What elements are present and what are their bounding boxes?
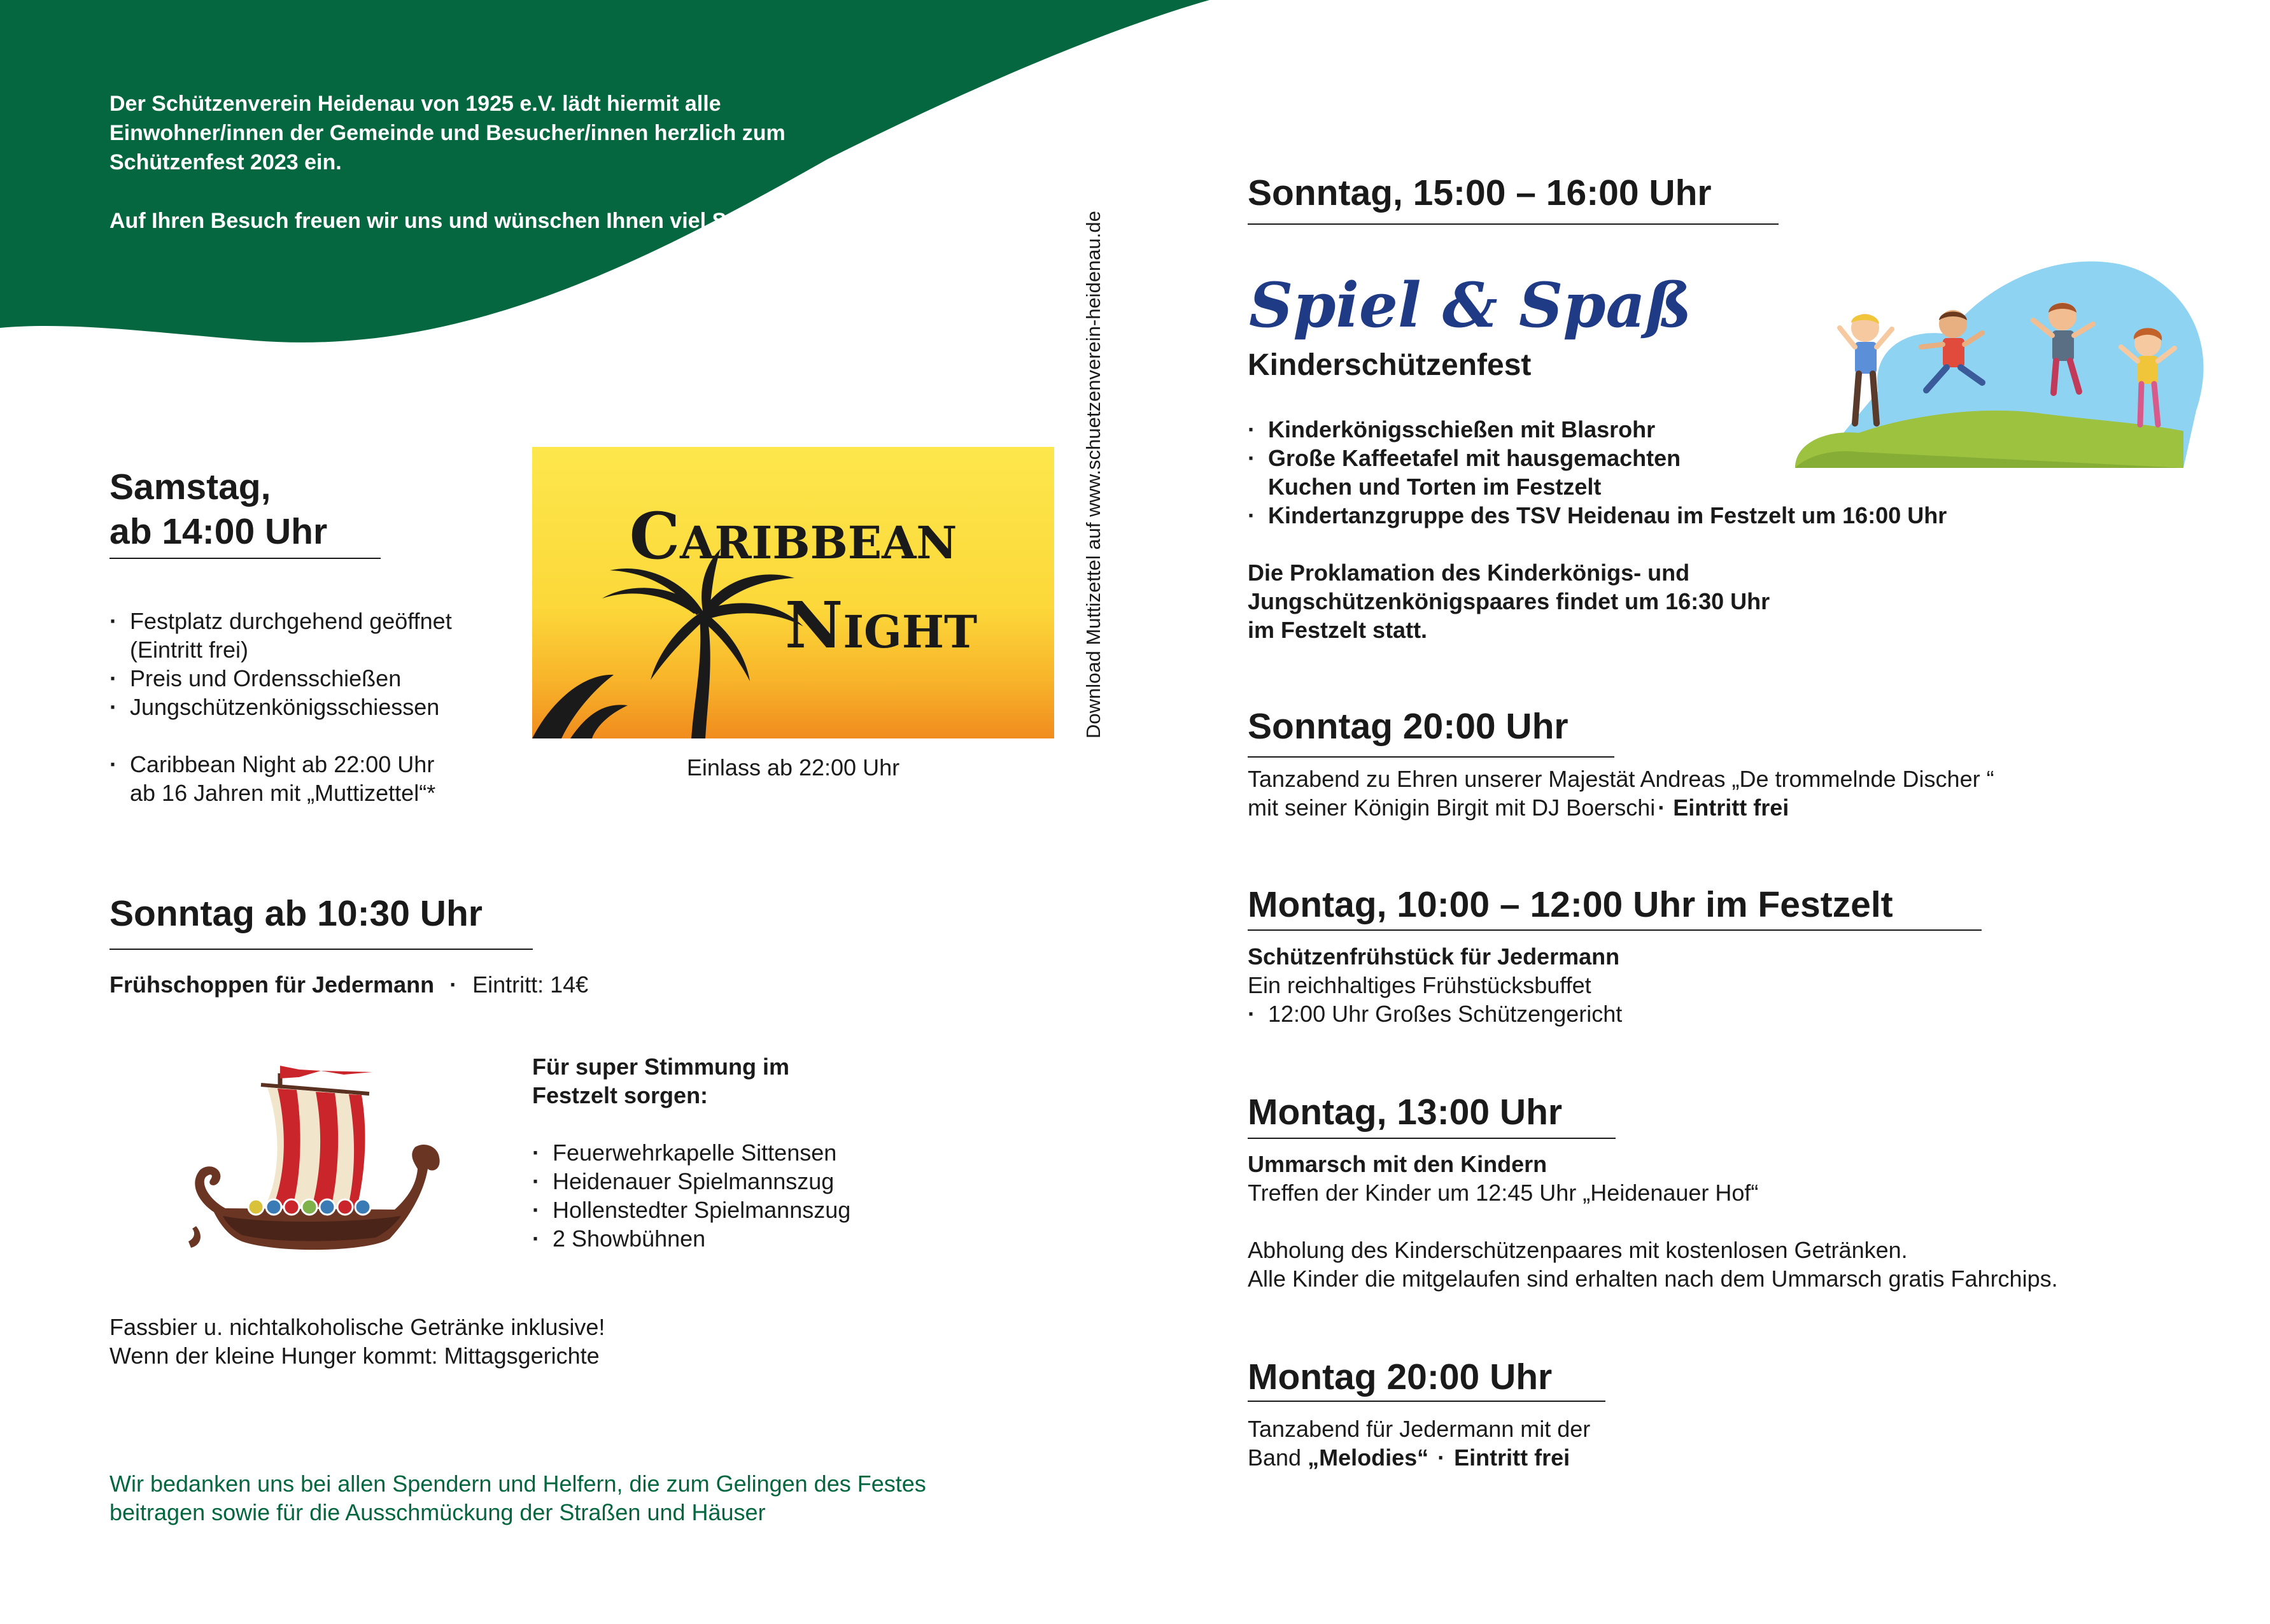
fruehschoppen-line bbox=[109, 970, 588, 999]
caribbean-night-banner bbox=[532, 447, 1054, 738]
sunday-afternoon-heading-rule bbox=[1248, 223, 1779, 225]
saturday-program bbox=[109, 607, 555, 807]
fruehschoppen-event: Frühschoppen für Jedermann bbox=[109, 971, 435, 998]
sunday-evening-heading-rule bbox=[1248, 756, 1614, 758]
kinderfest-item-blasrohr: · Kinderkönigsschießen mit Blasrohr bbox=[1248, 415, 2203, 444]
sunday-evening-text: Tanzabend zu Ehren unserer Majestät Andreas „De trommelnde Discher “ mit seiner Königin Birgit mit DJ Boerschi · Eintritt frei bbox=[1248, 766, 1994, 821]
intro-text bbox=[109, 89, 797, 236]
music-item: · Feuerwehrkapelle Sittensen bbox=[532, 1138, 978, 1167]
monday-morning-heading: Montag, 10:00 – 12:00 Uhr im Festzelt bbox=[1248, 884, 1893, 925]
monday-evening-heading-rule bbox=[1248, 1401, 1605, 1402]
sunday-afternoon-heading: Sonntag, 15:00 – 16:00 Uhr bbox=[1248, 173, 1712, 213]
monday-afternoon-text: Ummarsch mit den Kindern Treffen der Kinder um 12:45 Uhr „Heidenauer Hof“ Abholung des Kinderschützenpaares mit kostenlosen Getränken. Alle Kinder die mitgelaufen sind erhalten nach dem Ummarsch gratis Fahrchips. bbox=[1248, 1150, 2241, 1293]
banner-word-caribbean: Caribbean bbox=[629, 498, 957, 574]
music-item: · Heidenauer Spielmannszug bbox=[532, 1167, 978, 1196]
intro-paragraph-1: Der Schützenverein Heidenau von 1925 e.V. lädt hiermit alle Einwohner/innen der Gemeinde und Besucher/innen herzlich zum Schützenfest 2023 ein. bbox=[109, 92, 786, 174]
saturday-heading-rule bbox=[109, 558, 381, 559]
band-name: „Melodies“ bbox=[1308, 1444, 1429, 1471]
sunday-morning-heading-rule bbox=[109, 949, 533, 950]
intro-paragraph-2: Auf Ihren Besuch freuen wir uns und wünschen Ihnen viel Spaß! bbox=[109, 209, 772, 233]
monday-afternoon-heading-rule bbox=[1248, 1138, 1616, 1139]
saturday-heading-line2: ab 14:00 Uhr bbox=[109, 511, 328, 552]
kinderschuetzenfest-subtitle: Kinderschützenfest bbox=[1248, 348, 1532, 382]
saturday-item-caribbean-night: · Caribbean Night ab 22:00 Uhr ab 16 Jahren mit „Muttizettel“* bbox=[109, 750, 555, 807]
thanks-note bbox=[109, 1469, 1064, 1527]
monday-morning-heading-rule bbox=[1248, 929, 1982, 931]
drinks-line1: Fassbier u. nichtalkoholische Getränke inklusive! bbox=[109, 1314, 605, 1340]
saturday-item-jungschuetzen: · Jungschützenkönigsschiessen bbox=[109, 693, 555, 721]
separator-dot: · bbox=[449, 971, 458, 998]
music-title-line2: Festzelt sorgen: bbox=[532, 1082, 708, 1108]
drinks-note bbox=[109, 1313, 873, 1370]
banner-word-night: Night bbox=[784, 588, 978, 663]
thanks-line1: Wir bedanken uns bei allen Spendern und Helfern, die zum Gelingen des Festes bbox=[109, 1471, 926, 1497]
muttizettel-download-note: Download Muttizettel auf www.schuetzenverein-heidenau.de bbox=[1082, 211, 1104, 738]
saturday-heading bbox=[109, 465, 327, 554]
thanks-line2: beitragen sowie für die Ausschmückung der Straßen und Häuser bbox=[109, 1499, 766, 1525]
spiel-und-spass-title: Spiel & Spaß bbox=[1249, 269, 1692, 341]
saturday-item-festplatz: · Festplatz durchgehend geöffnet (Eintritt frei) bbox=[109, 607, 555, 664]
fruehstueck-event: Schützenfrühstück für Jedermann bbox=[1248, 943, 1620, 970]
monday-afternoon-heading: Montag, 13:00 Uhr bbox=[1248, 1092, 1563, 1133]
proclamation-text: Die Proklamation des Kinderkönigs- und Jungschützenkönigspaares findet um 16:30 Uhr im Festzelt statt. bbox=[1248, 560, 1770, 643]
saturday-item-preisschiessen: · Preis und Ordensschießen bbox=[109, 664, 555, 693]
kinderfest-program bbox=[1248, 415, 2203, 644]
monday-evening-entry: Eintritt frei bbox=[1454, 1444, 1570, 1471]
monday-evening-heading: Montag 20:00 Uhr bbox=[1248, 1357, 1553, 1397]
kinderfest-item-tanzgruppe: · Kindertanzgruppe des TSV Heidenau im Festzelt um 16:00 Uhr bbox=[1248, 501, 2203, 530]
kinderfest-item-kaffeetafel: · Große Kaffeetafel mit hausgemachten Kuchen und Torten im Festzelt bbox=[1248, 444, 2203, 501]
schuetzengericht-item: · 12:00 Uhr Großes Schützengericht bbox=[1248, 999, 2203, 1028]
sunday-evening-heading: Sonntag 20:00 Uhr bbox=[1248, 706, 1569, 747]
music-title-line1: Für super Stimmung im bbox=[532, 1054, 790, 1080]
music-item: · Hollenstedter Spielmannszug bbox=[532, 1196, 978, 1224]
sunday-evening-entry: Eintritt frei bbox=[1673, 794, 1789, 821]
monday-evening-text: Tanzabend für Jedermann mit der Band „Melodies“ · Eintritt frei bbox=[1248, 1416, 1591, 1471]
music-block bbox=[532, 1052, 978, 1253]
caribbean-banner-caption: Einlass ab 22:00 Uhr bbox=[686, 754, 900, 780]
monday-morning-text: Schützenfrühstück für Jedermann Ein reichhaltiges Frühstücksbuffet · 12:00 Uhr Großes Schützengericht bbox=[1248, 942, 2203, 1028]
fruehschoppen-entry: Eintritt: 14€ bbox=[472, 971, 589, 998]
sunday-morning-heading: Sonntag ab 10:30 Uhr bbox=[109, 893, 483, 934]
saturday-heading-line1: Samstag, bbox=[109, 467, 271, 507]
viking-ship-illustration bbox=[185, 1057, 465, 1267]
music-item: · 2 Showbühnen bbox=[532, 1224, 978, 1253]
ummarsch-event: Ummarsch mit den Kindern bbox=[1248, 1151, 1547, 1177]
drinks-line2: Wenn der kleine Hunger kommt: Mittagsgerichte bbox=[109, 1343, 600, 1369]
